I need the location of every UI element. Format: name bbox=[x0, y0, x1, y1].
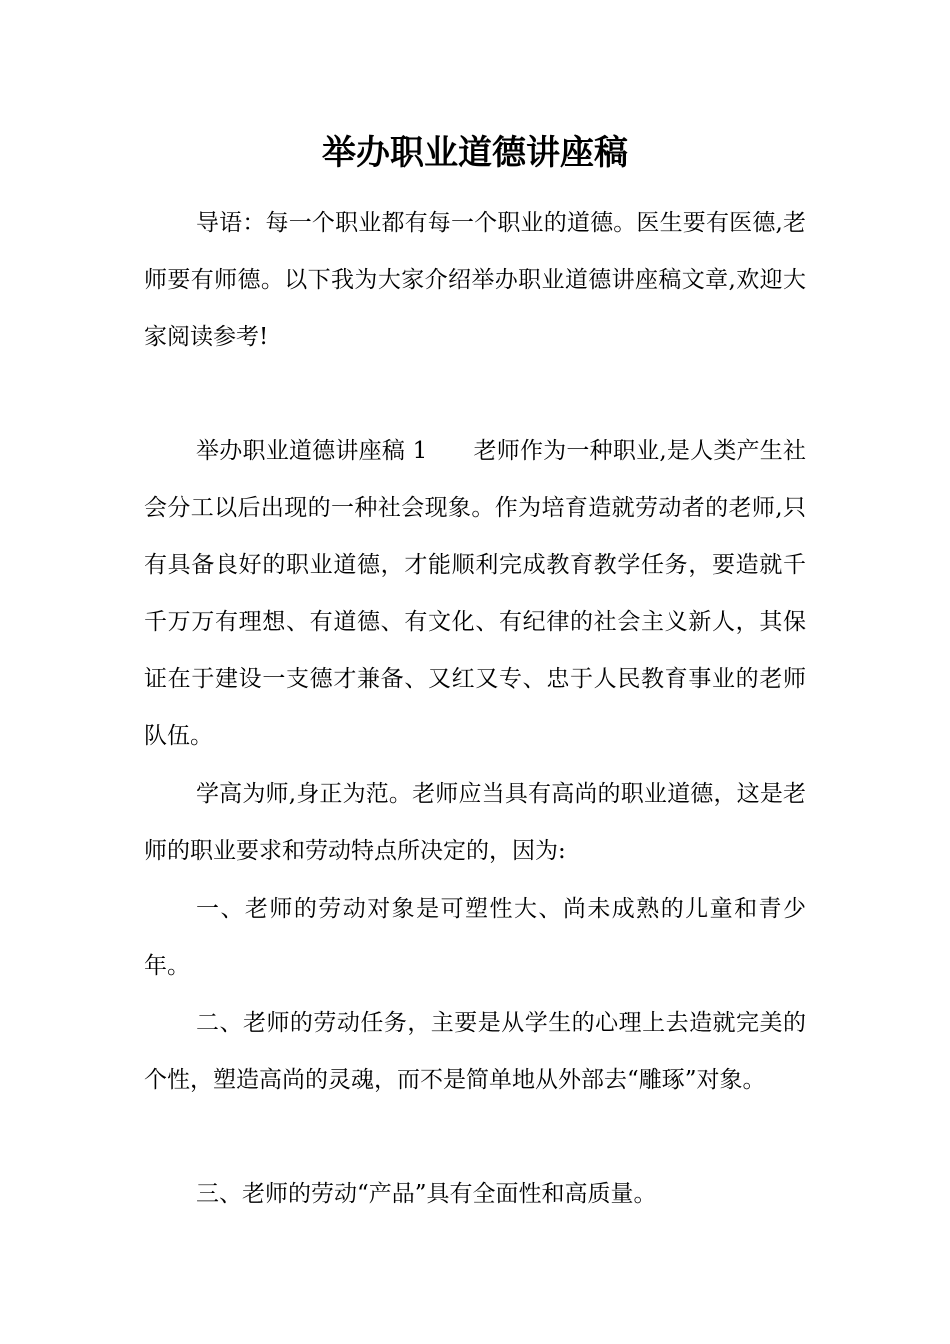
body-paragraph-2: 学高为师,身正为范。老师应当具有高尚的职业道德，这是老师的职业要求和劳动特点所决定的，因为: bbox=[144, 781, 806, 864]
intro-paragraph: 导语：每一个职业都有每一个职业的道德。医生要有医德,老师要有师德。以下我为大家介绍举办职业道德讲座稿文章,欢迎大家阅读参考! bbox=[144, 210, 806, 350]
section-1-paragraph bbox=[144, 423, 806, 765]
document-title: 举办职业道德讲座稿 bbox=[322, 133, 628, 173]
body-paragraph-5: 三、老师的劳动“产品”具有全面性和高质量。 bbox=[196, 1181, 657, 1207]
body-paragraph-3: 一、老师的劳动对象是可塑性大、尚未成熟的儿童和青少年。 bbox=[144, 896, 806, 979]
section-body-text: 老师作为一种职业,是人类产生社会分工以后出现的一种社会现象。作为培育造就劳动者的老师,只有具备良好的职业道德，才能顺利完成教育教学任务，要造就千千万万有理想、有道德、有文化、有纪律的社会主义新人，其保证在于建设一支德才兼备、又红又专、忠于人民教育事业的老师队伍。 bbox=[144, 438, 807, 749]
body-paragraph-4: 二、老师的劳动任务，主要是从学生的心理上去造就完美的个性，塑造高尚的灵魂，而不是简单地从外部去“雕琢”对象。 bbox=[144, 1010, 806, 1093]
section-heading: 举办职业道德讲座稿 1 bbox=[196, 438, 428, 464]
